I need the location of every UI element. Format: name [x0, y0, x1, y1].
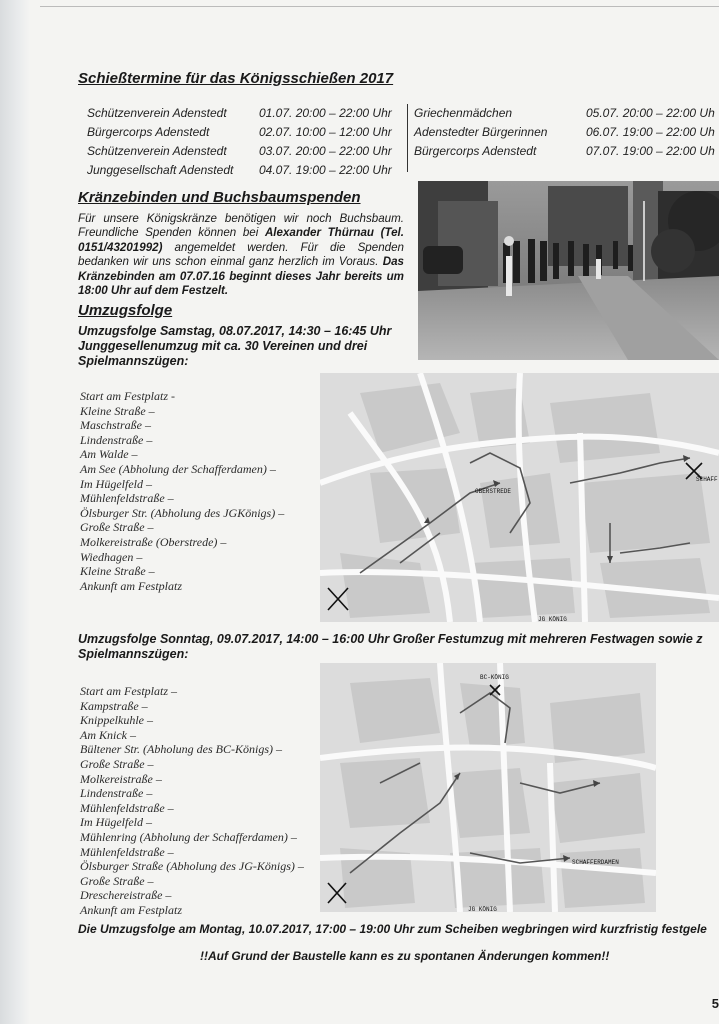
- route-step: Lindenstraße –: [80, 786, 153, 801]
- route-step: Große Straße –: [80, 520, 154, 535]
- route-step: Am See (Abholung der Schafferdamen) –: [80, 461, 276, 476]
- map2-label-jg: JG KÖNIG: [468, 906, 497, 912]
- kraenze-paragraph: [78, 212, 404, 298]
- route-step: Molkereistraße (Oberstrede) –: [80, 534, 227, 549]
- map2-label-bc: BC-KÖNIG: [480, 674, 509, 681]
- schedule-right-time: 06.07. 19:00 – 22:00 Uh: [586, 125, 715, 139]
- saturday-route-list: [80, 389, 284, 593]
- kraenze-contact: Alexander Thürnau (Tel. 0151/43201992): [78, 226, 404, 254]
- route-step: Im Hügelfeld –: [80, 476, 152, 491]
- route-step: Start am Festplatz -: [80, 389, 175, 403]
- umzug-heading: Umzugsfolge: [78, 302, 173, 319]
- route-step: Ölsburger Str. (Abholung des JGKönigs) –: [80, 505, 285, 520]
- sunday-line-1: Umzugsfolge Sonntag, 09.07.2017, 14:00 – 16:00 Uhr Großer Festumzug mit mehreren Festwagen sowie z: [78, 632, 703, 646]
- saturday-line-3: Spielmannszügen:: [78, 354, 189, 368]
- route-step: Molkereistraße –: [80, 771, 162, 786]
- route-step: Ölsburger Straße (Abholung des JG-Königs) –: [80, 859, 304, 874]
- route-step: Am Walde –: [80, 447, 138, 462]
- schedule-left-times: [259, 104, 392, 180]
- schedule-left-name: Schützenverein Adenstedt: [87, 106, 227, 120]
- map2-label-schaffer: SCHAFFERDAMEN: [572, 859, 619, 866]
- schedule-right-times: [586, 104, 719, 161]
- schedule-left-time: 02.07. 10:00 – 12:00 Uhr: [259, 125, 392, 139]
- schedule-divider: [407, 104, 408, 172]
- schedule-heading: Schießtermine für das Königsschießen 2017: [78, 70, 394, 87]
- construction-warning: !!Auf Grund der Baustelle kann es zu spontanen Änderungen kommen!!: [200, 949, 610, 963]
- kraenze-note: Das Kränzebinden am 07.07.16 beginnt dieses Jahr bereits um 18:00 Uhr auf dem Festzelt.: [78, 255, 404, 298]
- map1-label-oberstrede: OBERSTREDE: [475, 488, 512, 495]
- route-step: Mühlenring (Abholung der Schafferdamen) –: [80, 829, 297, 844]
- route-step: Start am Festplatz –: [80, 684, 178, 698]
- saturday-heading: [78, 324, 391, 369]
- route-step: Mühlenfeldstraße –: [80, 800, 174, 815]
- sunday-route-list: [80, 684, 304, 918]
- schedule-left-time: 04.07. 19:00 – 22:00 Uhr: [259, 163, 392, 177]
- schedule-right-name: Bürgercorps Adenstedt: [414, 144, 537, 158]
- route-step: Mühlenfeldstraße –: [80, 844, 174, 859]
- route-step: Am Knick –: [80, 727, 136, 742]
- kraenze-text-2: angemeldet werden. Für die Spenden bedanken wir uns schon einmal ganz herzlich im Voraus.: [78, 240, 404, 269]
- route-step: Große Straße –: [80, 873, 154, 888]
- schedule-left-names: [87, 104, 233, 180]
- route-step: Ankunft am Festplatz: [80, 902, 182, 917]
- schedule-left-time: 03.07. 20:00 – 22:00 Uhr: [259, 144, 392, 158]
- route-step: Knippelkuhle –: [80, 713, 153, 728]
- schedule-left-name: Junggesellschaft Adenstedt: [87, 163, 234, 177]
- schedule-left-time: 01.07. 20:00 – 22:00 Uhr: [259, 106, 392, 120]
- sunday-line-2: Spielmannszügen:: [78, 647, 189, 661]
- route-step: Im Hügelfeld –: [80, 815, 152, 830]
- parade-photo: [418, 181, 719, 360]
- monday-note: Die Umzugsfolge am Montag, 10.07.2017, 17:00 – 19:00 Uhr zum Scheiben wegbringen wird kurzfristig festgele: [78, 922, 707, 936]
- page-number: 5: [711, 996, 719, 1011]
- sunday-route-map: [320, 663, 656, 912]
- schedule-right-name: Griechenmädchen: [414, 106, 513, 120]
- kraenze-heading: Kränzebinden und Buchsbaumspenden: [78, 189, 361, 206]
- schedule-right-names: [414, 104, 547, 161]
- top-rule: [40, 6, 719, 7]
- saturday-route-map: [320, 373, 719, 622]
- schedule-left-name: Schützenverein Adenstedt: [87, 144, 227, 158]
- map1-label-schaff: SCHAFF: [696, 476, 718, 483]
- route-step: Lindenstraße –: [80, 432, 153, 447]
- schedule-left-name: Bürgercorps Adenstedt: [87, 125, 210, 139]
- saturday-line-2: Junggesellenumzug mit ca. 30 Vereinen und drei: [78, 339, 368, 353]
- kraenze-text-1: Für unsere Königskränze benötigen wir noch Buchsbaum. Freundliche Spenden können bei: [78, 212, 404, 240]
- route-step: Dreschereistraße –: [80, 888, 172, 903]
- route-step: Kampstraße –: [80, 698, 148, 713]
- map1-label-jg: JG KÖNIG: [538, 616, 567, 622]
- route-step: Große Straße –: [80, 756, 154, 771]
- route-step: Mühlenfeldstraße –: [80, 491, 174, 506]
- route-step: Kleine Straße –: [80, 564, 155, 579]
- route-step: Bültener Str. (Abholung des BC-Königs) –: [80, 742, 282, 757]
- schedule-right-name: Adenstedter Bürgerinnen: [414, 125, 548, 139]
- route-step: Maschstraße –: [80, 418, 151, 433]
- route-step: Wiedhagen –: [80, 549, 143, 564]
- route-step: Kleine Straße –: [80, 403, 155, 418]
- page-spine-shadow: [0, 0, 30, 1024]
- route-step: Ankunft am Festplatz: [80, 578, 182, 593]
- saturday-line-1: Umzugsfolge Samstag, 08.07.2017, 14:30 – 16:45 Uhr: [78, 324, 392, 338]
- sunday-heading: [78, 632, 719, 662]
- schedule-right-time: 07.07. 19:00 – 22:00 Uh: [586, 144, 715, 158]
- schedule-right-time: 05.07. 20:00 – 22:00 Uh: [586, 106, 715, 120]
